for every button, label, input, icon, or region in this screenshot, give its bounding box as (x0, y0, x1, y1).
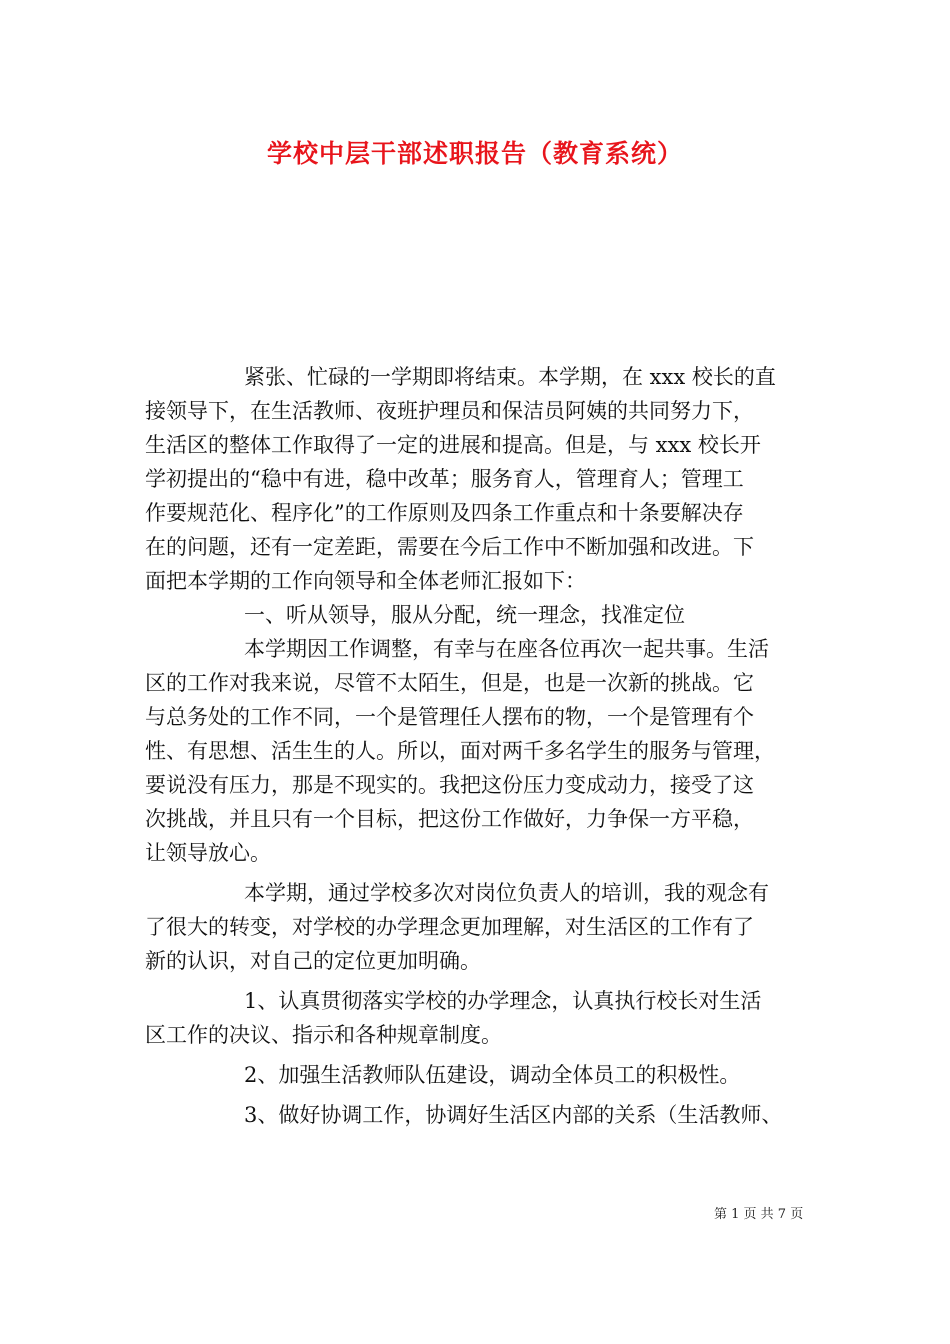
text-line: 让领导放心。 (145, 841, 271, 865)
text-line: 2、加强生活教师队伍建设，调动全体员工的积极性。 (244, 1063, 741, 1087)
text-line: 面把本学期的工作向领导和全体老师汇报如下： (145, 569, 586, 593)
text-line: 区工作的决议、指示和各种规章制度。 (145, 1023, 502, 1047)
text-line: 本学期，通过学校多次对岗位负责人的培训，我的观念有 (244, 881, 769, 905)
text-line: 一、听从领导，服从分配，统一理念，找准定位 (244, 603, 685, 627)
text-line: 在的问题，还有一定差距，需要在今后工作中不断加强和改进。下 (145, 535, 754, 559)
list-item (145, 984, 810, 1052)
text-line: 新的认识，对自己的定位更加明确。 (145, 949, 481, 973)
text-line: 了很大的转变，对学校的办学理念更加理解，对生活区的工作有了 (145, 915, 754, 939)
text-line: 本学期因工作调整，有幸与在座各位再次一起共事。生活 (244, 637, 769, 661)
text-line: 3、做好协调工作，协调好生活区内部的关系（生活教师、 (244, 1103, 783, 1127)
text-line: 生活区的整体工作取得了一定的进展和提高。但是，与 xxx 校长开 (145, 433, 761, 457)
list-item (145, 1098, 810, 1132)
paragraph (145, 876, 810, 978)
text-line: 紧张、忙碌的一学期即将结束。本学期，在 xxx 校长的直 (244, 365, 776, 389)
document-body (145, 360, 810, 1132)
paragraph (145, 360, 810, 598)
text-line: 1、认真贯彻落实学校的办学理念，认真执行校长对生活 (244, 989, 762, 1013)
text-line: 性、有思想、活生生的人。所以，面对两千多名学生的服务与管理， (145, 739, 775, 763)
text-line: 区的工作对我来说，尽管不太陌生，但是，也是一次新的挑战。它 (145, 671, 754, 695)
text-line: 学初提出的“稳中有进，稳中改革；服务育人，管理育人；管理工 (145, 467, 744, 491)
text-line: 作要规范化、程序化”的工作原则及四条工作重点和十条要解决存 (145, 501, 744, 525)
text-line: 次挑战，并且只有一个目标，把这份工作做好，力争保一方平稳， (145, 807, 754, 831)
text-line: 要说没有压力，那是不现实的。我把这份压力变成动力，接受了这 (145, 773, 754, 797)
text-line: 与总务处的工作不同，一个是管理任人摆布的物，一个是管理有个 (145, 705, 754, 729)
paragraph (145, 632, 810, 870)
text-line: 接领导下，在生活教师、夜班护理员和保洁员阿姨的共同努力下， (145, 399, 754, 423)
page-number-footer: 第 1 页 共 7 页 (714, 1207, 804, 1222)
list-item (145, 1058, 810, 1092)
document-title: 学校中层干部述职报告（教育系统） (266, 139, 683, 168)
section-heading (145, 598, 810, 632)
